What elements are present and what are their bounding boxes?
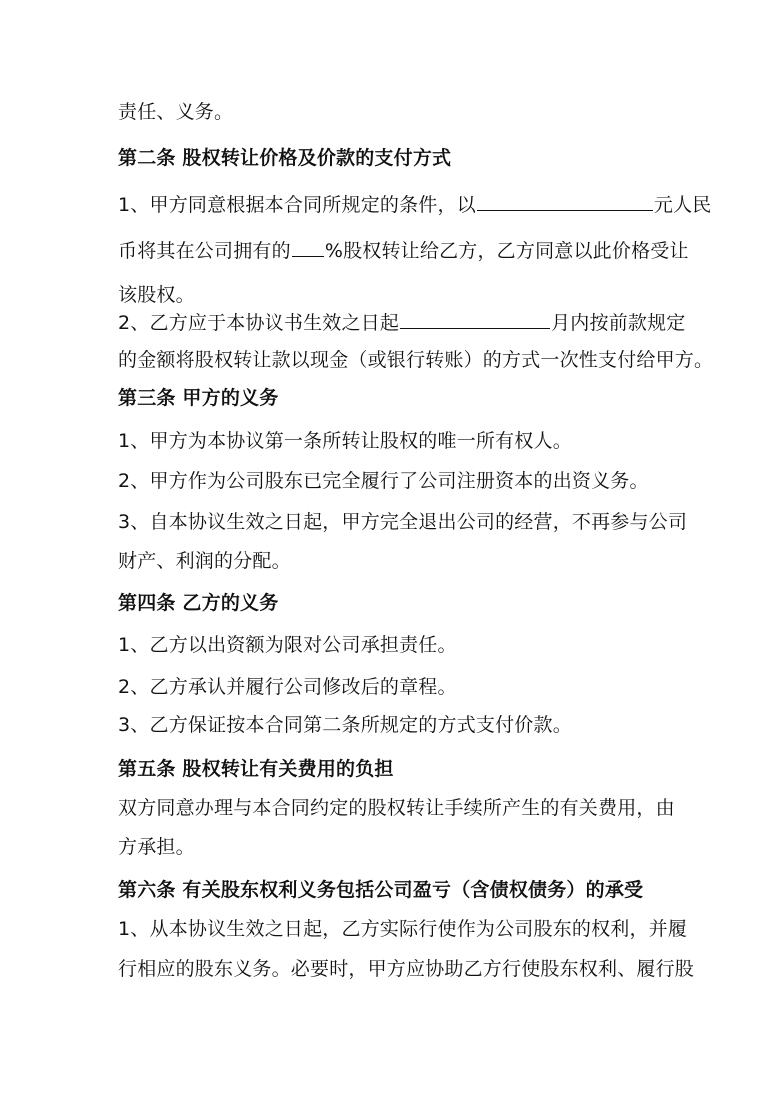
paragraph-line — [118, 429, 572, 453]
section-heading-3 — [118, 386, 278, 410]
paragraph-line — [118, 510, 687, 534]
paragraph-line — [118, 237, 689, 263]
text-segment: 3、自本协议生效之日起，甲方完全退出公司的经营，不再参与公司 — [118, 511, 688, 533]
text-segment: 双方同意办理与本合同约定的股权转让手续所产生的有关费用，由 — [118, 797, 675, 819]
amount-blank — [477, 191, 653, 211]
section-heading-6 — [118, 878, 643, 902]
text-segment: 2、乙方应于本协议书生效之日起 — [118, 312, 400, 334]
section-heading-5 — [118, 757, 394, 781]
text-segment: 责任、义务。 — [118, 101, 234, 123]
text-segment: 月内按前款规定 — [551, 312, 686, 334]
text-segment: 币将其在公司拥有的 — [118, 240, 291, 262]
text-segment: 1、甲方为本协议第一条所转让股权的唯一所有权人。 — [118, 430, 572, 452]
paragraph-line — [118, 835, 195, 859]
text-segment: 1、乙方以出资额为限对公司承担责任。 — [118, 634, 457, 656]
paragraph-line — [118, 191, 712, 217]
heading-text: 第二条 股权转让价格及价款的支付方式 — [118, 147, 452, 169]
section-heading-2 — [118, 146, 451, 170]
percent-blank — [292, 237, 324, 257]
paragraph-line — [118, 796, 675, 820]
section-heading-4 — [118, 591, 278, 615]
paragraph-line — [118, 713, 572, 737]
text-segment: 的金额将股权转让款以现金（或银行转账）的方式一次性支付给甲方。 — [118, 349, 714, 371]
paragraph-line — [118, 100, 233, 124]
text-segment: 行相应的股东义务。必要时，甲方应协助乙方行使股东权利、履行股 — [118, 958, 695, 980]
text-segment: 元人民 — [653, 194, 712, 216]
text-segment: 2、甲方作为公司股东已完全履行了公司注册资本的出资义务。 — [118, 470, 649, 492]
paragraph-line — [118, 675, 457, 699]
paragraph-line — [118, 957, 694, 981]
text-segment: 2、乙方承认并履行公司修改后的章程。 — [118, 676, 457, 698]
heading-text: 第四条 乙方的义务 — [118, 592, 279, 614]
heading-text: 第六条 有关股东权利义务包括公司盈亏（含债权债务）的承受 — [118, 879, 644, 901]
text-segment: 该股权。 — [118, 284, 195, 306]
paragraph-line — [118, 283, 195, 307]
text-segment: 方承担。 — [118, 836, 195, 858]
text-segment: 财产、利润的分配。 — [118, 550, 291, 572]
months-blank — [400, 309, 550, 329]
heading-text: 第三条 甲方的义务 — [118, 387, 279, 409]
text-segment: 1、甲方同意根据本合同所规定的条件，以 — [118, 194, 476, 216]
heading-text: 第五条 股权转让有关费用的负担 — [118, 758, 394, 780]
text-segment: %股权转让给乙方，乙方同意以此价格受让 — [324, 240, 689, 262]
paragraph-line — [118, 917, 687, 941]
paragraph-line — [118, 633, 457, 657]
paragraph-line — [118, 348, 713, 372]
text-segment: 1、从本协议生效之日起，乙方实际行使作为公司股东的权利，并履 — [118, 918, 688, 940]
paragraph-line — [118, 309, 686, 335]
text-segment: 3、乙方保证按本合同第二条所规定的方式支付价款。 — [118, 714, 572, 736]
paragraph-line — [118, 549, 291, 573]
paragraph-line — [118, 469, 649, 493]
